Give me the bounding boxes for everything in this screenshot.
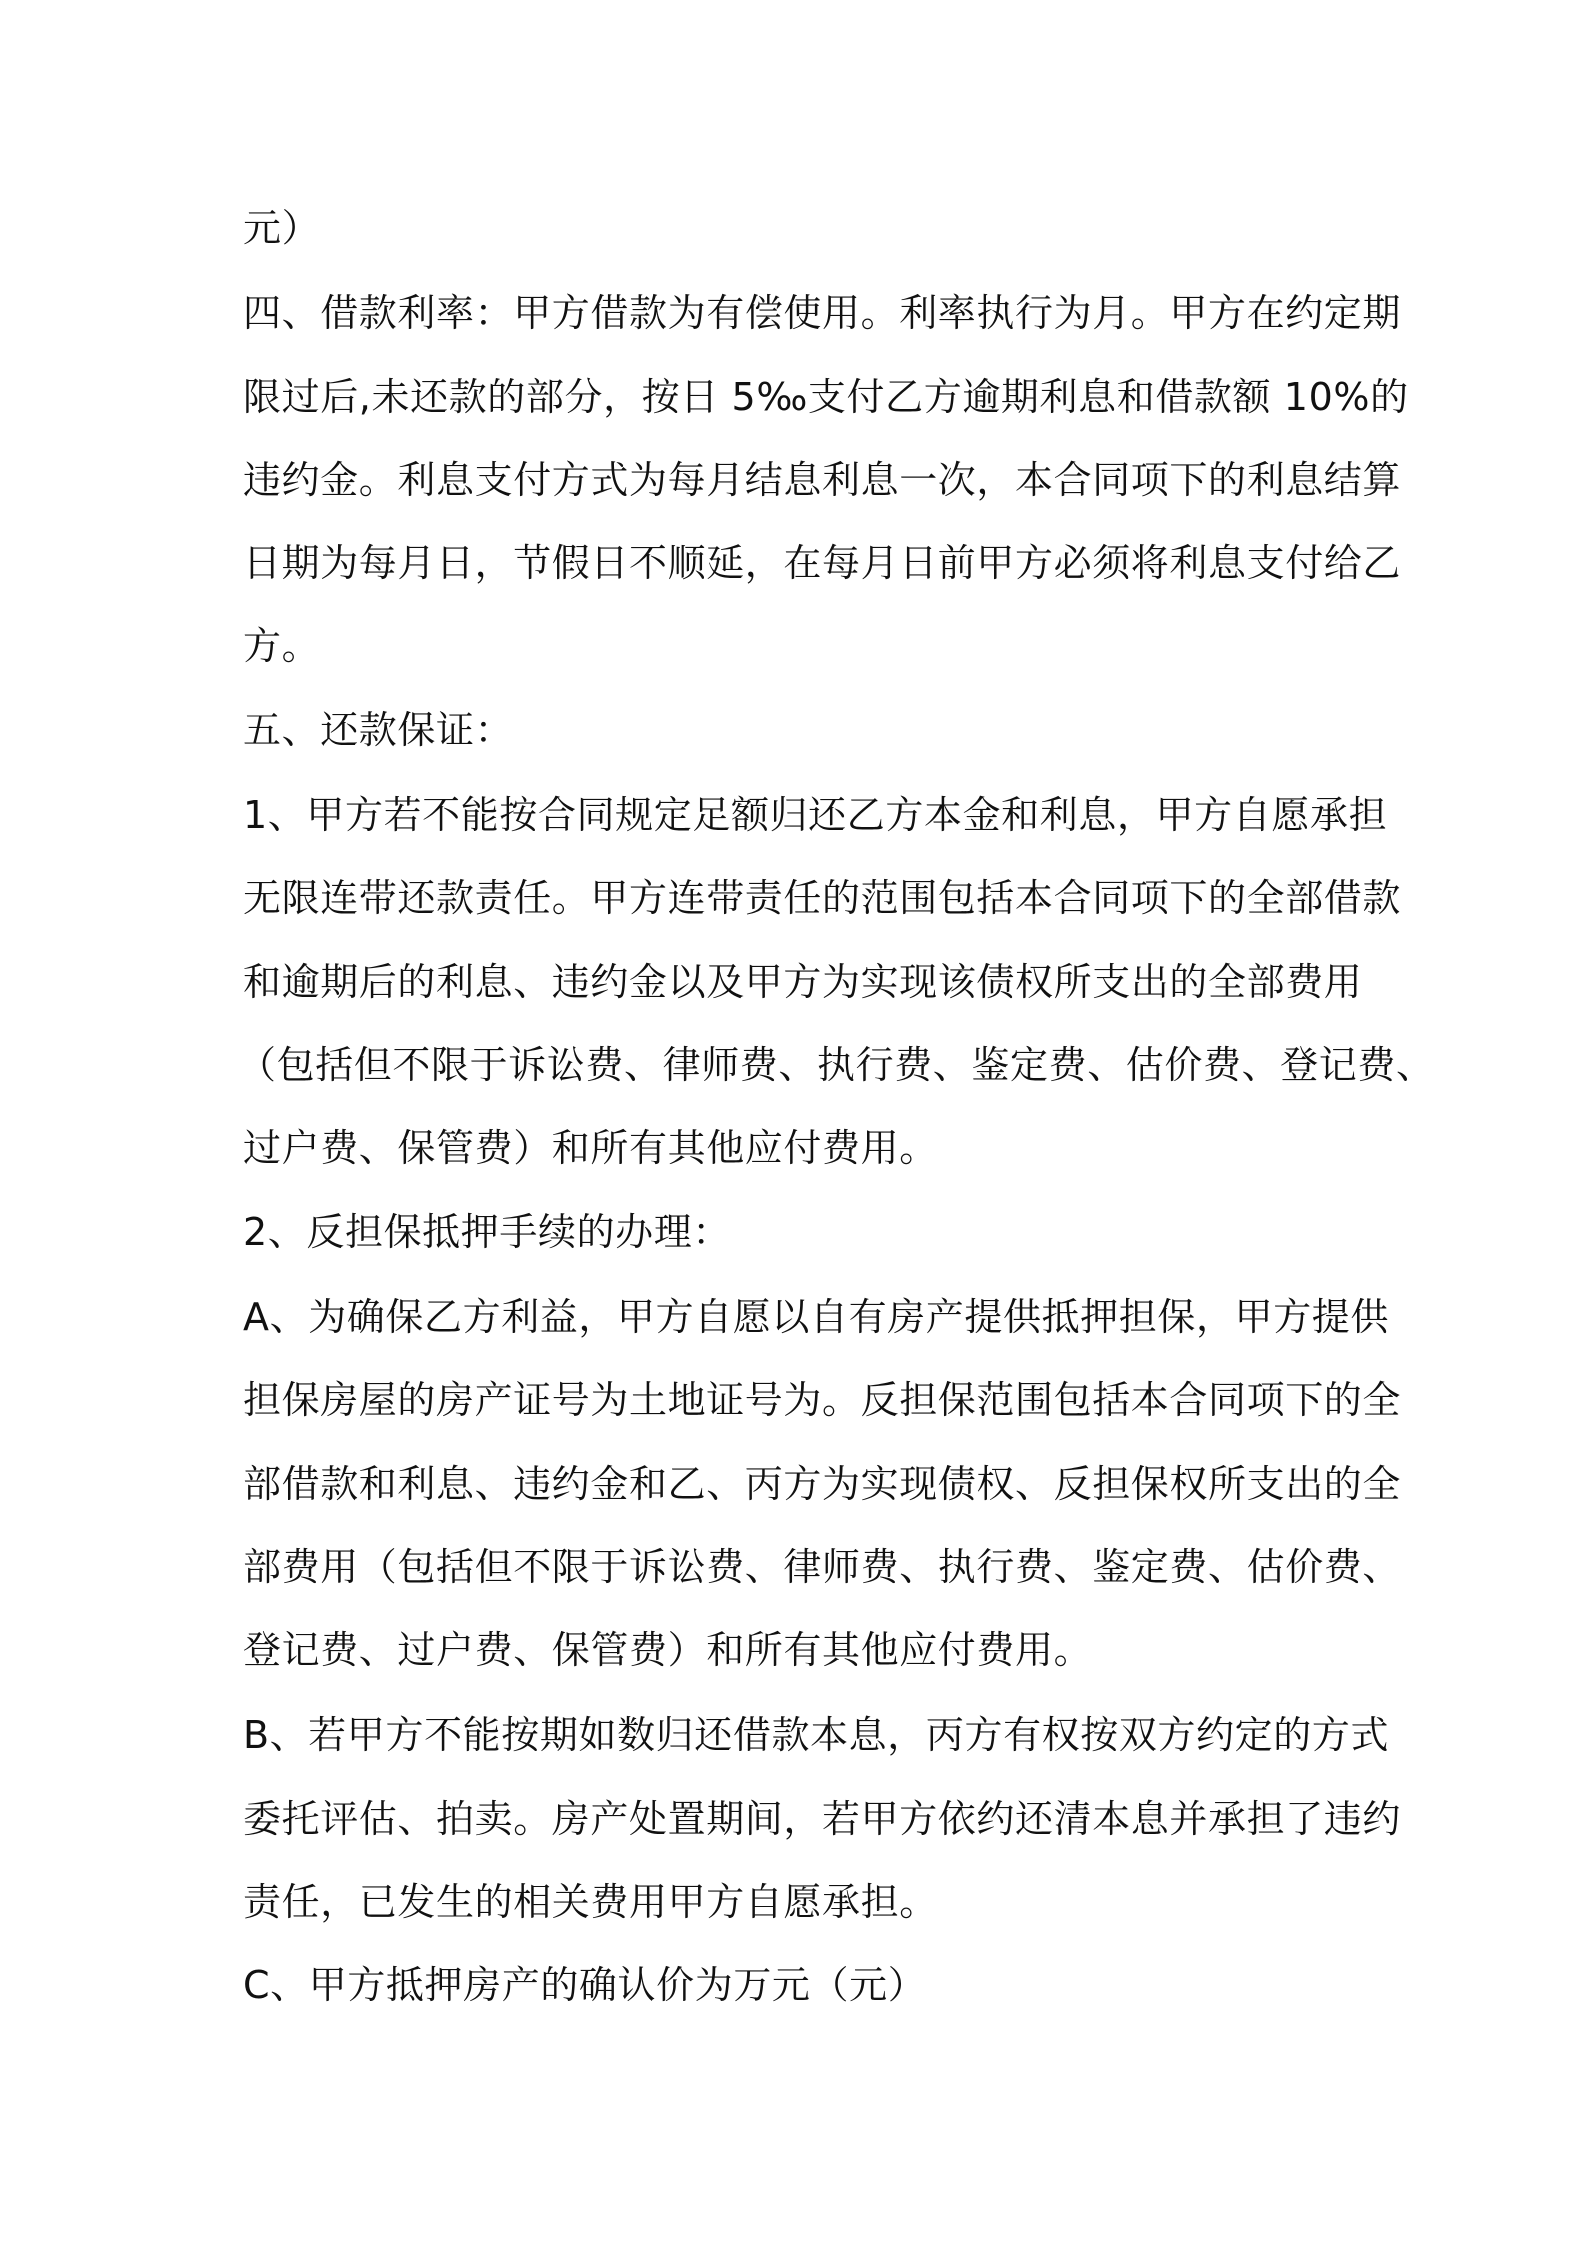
text-line: A、为确保乙方利益，甲方自愿以自有房产提供抵押担保，甲方提供 [243,1295,1389,1339]
text-line: B、若甲方不能按期如数归还借款本息，丙方有权按双方约定的方式 [243,1713,1390,1757]
text-line: 部费用（包括但不限于诉讼费、律师费、执行费、鉴定费、估价费、 [243,1545,1402,1589]
text-line: 登记费、过户费、保管费）和所有其他应付费用。 [243,1628,1093,1672]
text-line: 部借款和利息、违约金和乙、丙方为实现债权、反担保权所支出的全 [243,1462,1402,1506]
text-line: 责任，已发生的相关费用甲方自愿承担。 [243,1880,938,1924]
text-line: C、甲方抵押房产的确认价为万元（元） [243,1963,927,2007]
text-line: 过户费、保管费）和所有其他应付费用。 [243,1126,938,1170]
subsection-heading: 2、反担保抵押手续的办理： [243,1210,731,1254]
text-line: 无限连带还款责任。甲方连带责任的范围包括本合同项下的全部借款 [243,876,1402,920]
text-line: 违约金。利息支付方式为每月结息利息一次，本合同项下的利息结算 [243,458,1402,502]
text-line: 日期为每月日，节假日不顺延，在每月日前甲方必须将利息支付给乙 [243,541,1402,585]
text-line: 元） [243,206,321,250]
text-line: 和逾期后的利息、违约金以及甲方为实现该债权所支出的全部费用 [243,960,1363,1004]
text-line: 担保房屋的房产证号为土地证号为。反担保范围包括本合同项下的全 [243,1378,1402,1422]
text-line: 1、甲方若不能按合同规定足额归还乙方本金和利息，甲方自愿承担 [243,793,1388,837]
text-line: 限过后,未还款的部分，按日 5‰支付乙方逾期利息和借款额 10%的 [243,375,1409,419]
text-line: （包括但不限于诉讼费、律师费、执行费、鉴定费、估价费、登记费、 [238,1043,1435,1087]
text-line: 委托评估、拍卖。房产处置期间，若甲方依约还清本息并承担了违约 [243,1797,1402,1841]
text-line: 方。 [243,624,321,668]
section-heading: 五、还款保证： [243,708,514,752]
text-line: 四、借款利率：甲方借款为有偿使用。利率执行为月。甲方在约定期 [243,291,1402,335]
